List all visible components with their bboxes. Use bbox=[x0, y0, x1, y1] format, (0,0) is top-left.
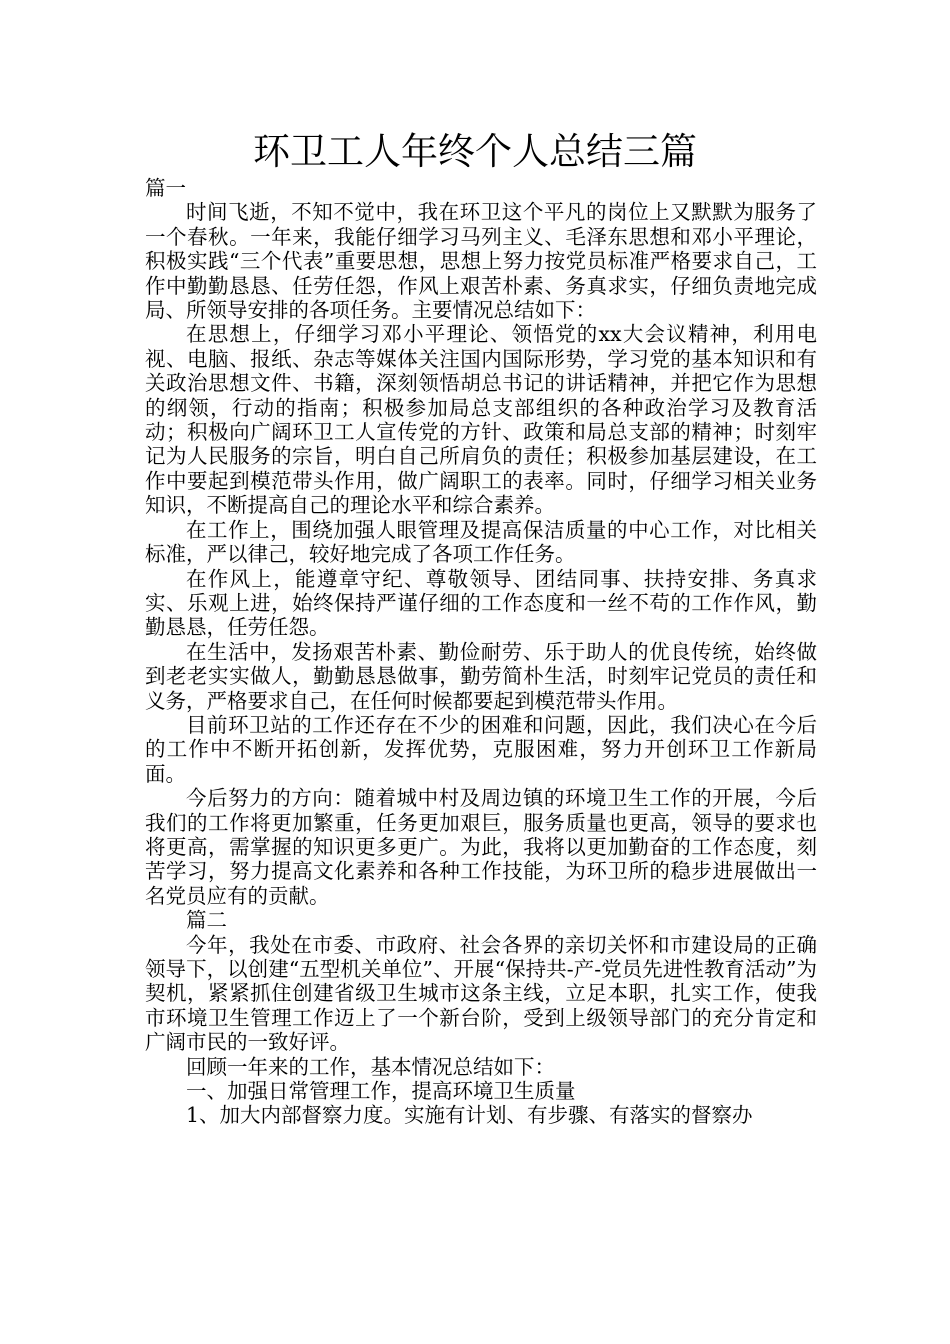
paragraph: 篇二 bbox=[186, 908, 227, 933]
paragraph: 目前环卫站的工作还存在不少的困难和问题，因此，我们决心在今后的工作中不断开拓创新，发挥优势，克服困难，努力开创环卫工作新局面。 bbox=[145, 712, 817, 786]
paragraph: 回顾一年来的工作，基本情况总结如下： bbox=[186, 1054, 555, 1079]
paragraph: 一、加强日常管理工作，提高环境卫生质量 bbox=[186, 1079, 576, 1104]
paragraph: 在作风上，能遵章守纪、尊敬领导、团结同事、扶持安排、务真求实、乐观上进，始终保持严谨仔细的工作态度和一丝不苟的工作作风，勤勤恳恳，任劳任怨。 bbox=[145, 566, 817, 640]
document-body bbox=[145, 176, 817, 1128]
paragraph: 在思想上，仔细学习邓小平理论、领悟党的xx大会议精神，利用电视、电脑、报纸、杂志等媒体关注国内国际形势，学习党的基本知识和有关政治思想文件、书籍，深刻领悟胡总书记的讲话精神，并把它作为思想的纲领，行动的指南；积极参加局总支部组织的各种政治学习及教育活动；积极向广阔环卫工人宣传党的方针、政策和局总支部的精神；时刻牢记为人民服务的宗旨，明白自己所肩负的责任；积极参加基层建设，在工作中要起到模范带头作用，做广阔职工的表率。同时，仔细学习相关业务知识，不断提高自己的理论水平和综合素养。 bbox=[145, 322, 817, 518]
paragraph: 1、加大内部督察力度。实施有计划、有步骤、有落实的督察办 bbox=[186, 1103, 753, 1128]
paragraph: 在生活中，发扬艰苦朴素、勤俭耐劳、乐于助人的优良传统，始终做到老老实实做人，勤勤恳恳做事，勤劳简朴生活，时刻牢记党员的责任和义务，严格要求自己，在任何时候都要起到模范带头作用。 bbox=[145, 639, 817, 713]
paragraph: 在工作上，围绕加强人眼管理及提高保洁质量的中心工作，对比相关标准，严以律己，较好地完成了各项工作任务。 bbox=[145, 517, 817, 567]
paragraph: 时间飞逝，不知不觉中，我在环卫这个平凡的岗位上又默默为服务了一个春秋。一年来，我能仔细学习马列主义、毛泽东思想和邓小平理论，积极实践“三个代表”重要思想，思想上努力按党员标准严格要求自己，工作中勤勤恳恳、任劳任怨，作风上艰苦朴素、务真求实，仔细负责地完成局、所领导安排的各项任务。主要情况总结如下： bbox=[145, 200, 817, 323]
paragraph: 今年，我处在市委、市政府、社会各界的亲切关怀和市建设局的正确领导下，以创建“五型机关单位”、开展“保持共-产-党员先进性教育活动”为契机，紧紧抓住创建省级卫生城市这条主线，立足本职，扎实工作，使我市环境卫生管理工作迈上了一个新台阶，受到上级领导部门的充分肯定和广阔市民的一致好评。 bbox=[145, 932, 817, 1055]
paragraph: 今后努力的方向：随着城中村及周边镇的环境卫生工作的开展，今后我们的工作将更加繁重，任务更加艰巨，服务质量也更高，领导的要求也将更高，需掌握的知识更多更广。为此，我将以更加勤奋的工作态度，刻苦学习，努力提高文化素养和各种工作技能，为环卫所的稳步进展做出一名党员应有的贡献。 bbox=[145, 786, 817, 908]
paragraph: 篇一 bbox=[145, 176, 186, 200]
document-title: 环卫工人年终个人总结三篇 bbox=[253, 130, 697, 173]
